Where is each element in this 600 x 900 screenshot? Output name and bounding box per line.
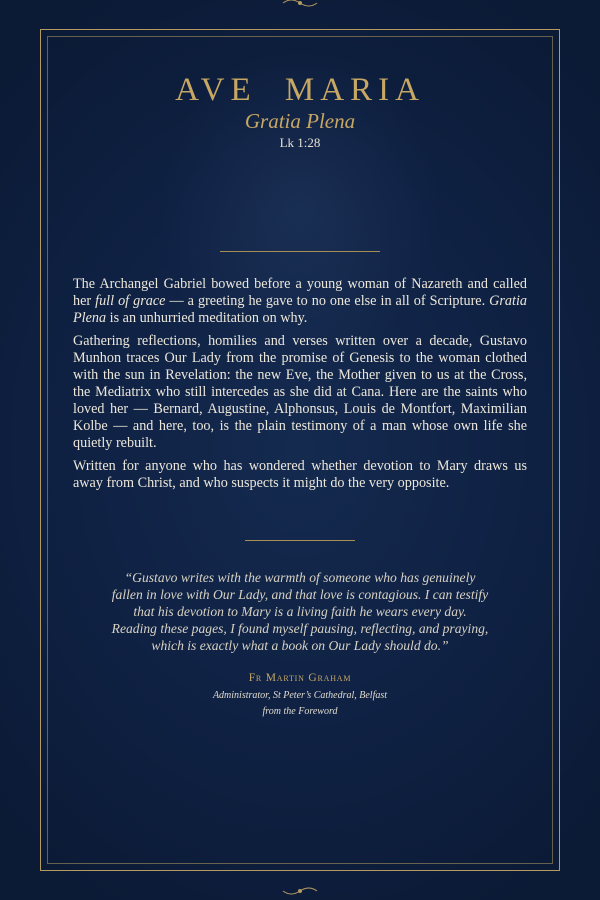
endorsement-role: Administrator, St Peter’s Cathedral, Belfast — [212, 690, 388, 701]
endorsement-source: from the Foreword — [262, 706, 338, 717]
divider-bottom — [245, 540, 355, 541]
bottom-ornament-icon — [281, 884, 319, 898]
paragraph-2: Gathering reflections, homilies and verses written over a decade, Gustavo Munhon traces Our Lady from the promise of Genesis to the woman clothed with the sun in Revelation: the new Eve, the Mother given to us at the Cross, the Mediatrix who still intercedes as she did at Cana. Here are the saints who loved her — Bernard, Augustine, Alphonsus, Louis de Montfort, Maximilian Kolbe — and here, too, is the plain testimony of a man whose own life she quietly rebuilt. — [73, 333, 527, 451]
page-subtitle: Gratia Plena — [244, 109, 356, 133]
scripture-reference: Lk 1:28 — [279, 135, 321, 150]
paragraph-1-text-a: The Archangel Gabriel bowed before a young woman of Nazareth and called her — [73, 276, 527, 309]
paragraph-3: Written for anyone who has wondered whether devotion to Mary draws us away from Christ, and who suspects it might do the very opposite. — [73, 458, 527, 492]
paragraph-1 — [73, 276, 527, 327]
paragraph-1-text-b: — a greeting he gave to no one else in all of Scripture. — [165, 292, 490, 309]
divider-top — [220, 251, 380, 252]
paragraph-1-text-c: is an unhurried meditation on why. — [106, 309, 308, 326]
paragraph-1-emphasis-2: Gratia Plena — [73, 292, 527, 326]
paragraph-1-emphasis-1: full of grace — [95, 292, 166, 309]
description — [73, 276, 527, 499]
top-ornament-icon — [281, 0, 319, 10]
endorsement-author: Fr Martin Graham — [248, 672, 352, 684]
page-title: AVE MARIA — [175, 72, 425, 108]
endorsement-quote: “Gustavo writes with the warmth of someone who has genuinely fallen in love with Our Lady, and that love is contagious. I can testify that his devotion to Mary is a living faith he wears every day. Reading these pages, I found myself pausing, reflecting, and praying, which is exactly what a book on Our Lady should do.” — [111, 570, 489, 654]
